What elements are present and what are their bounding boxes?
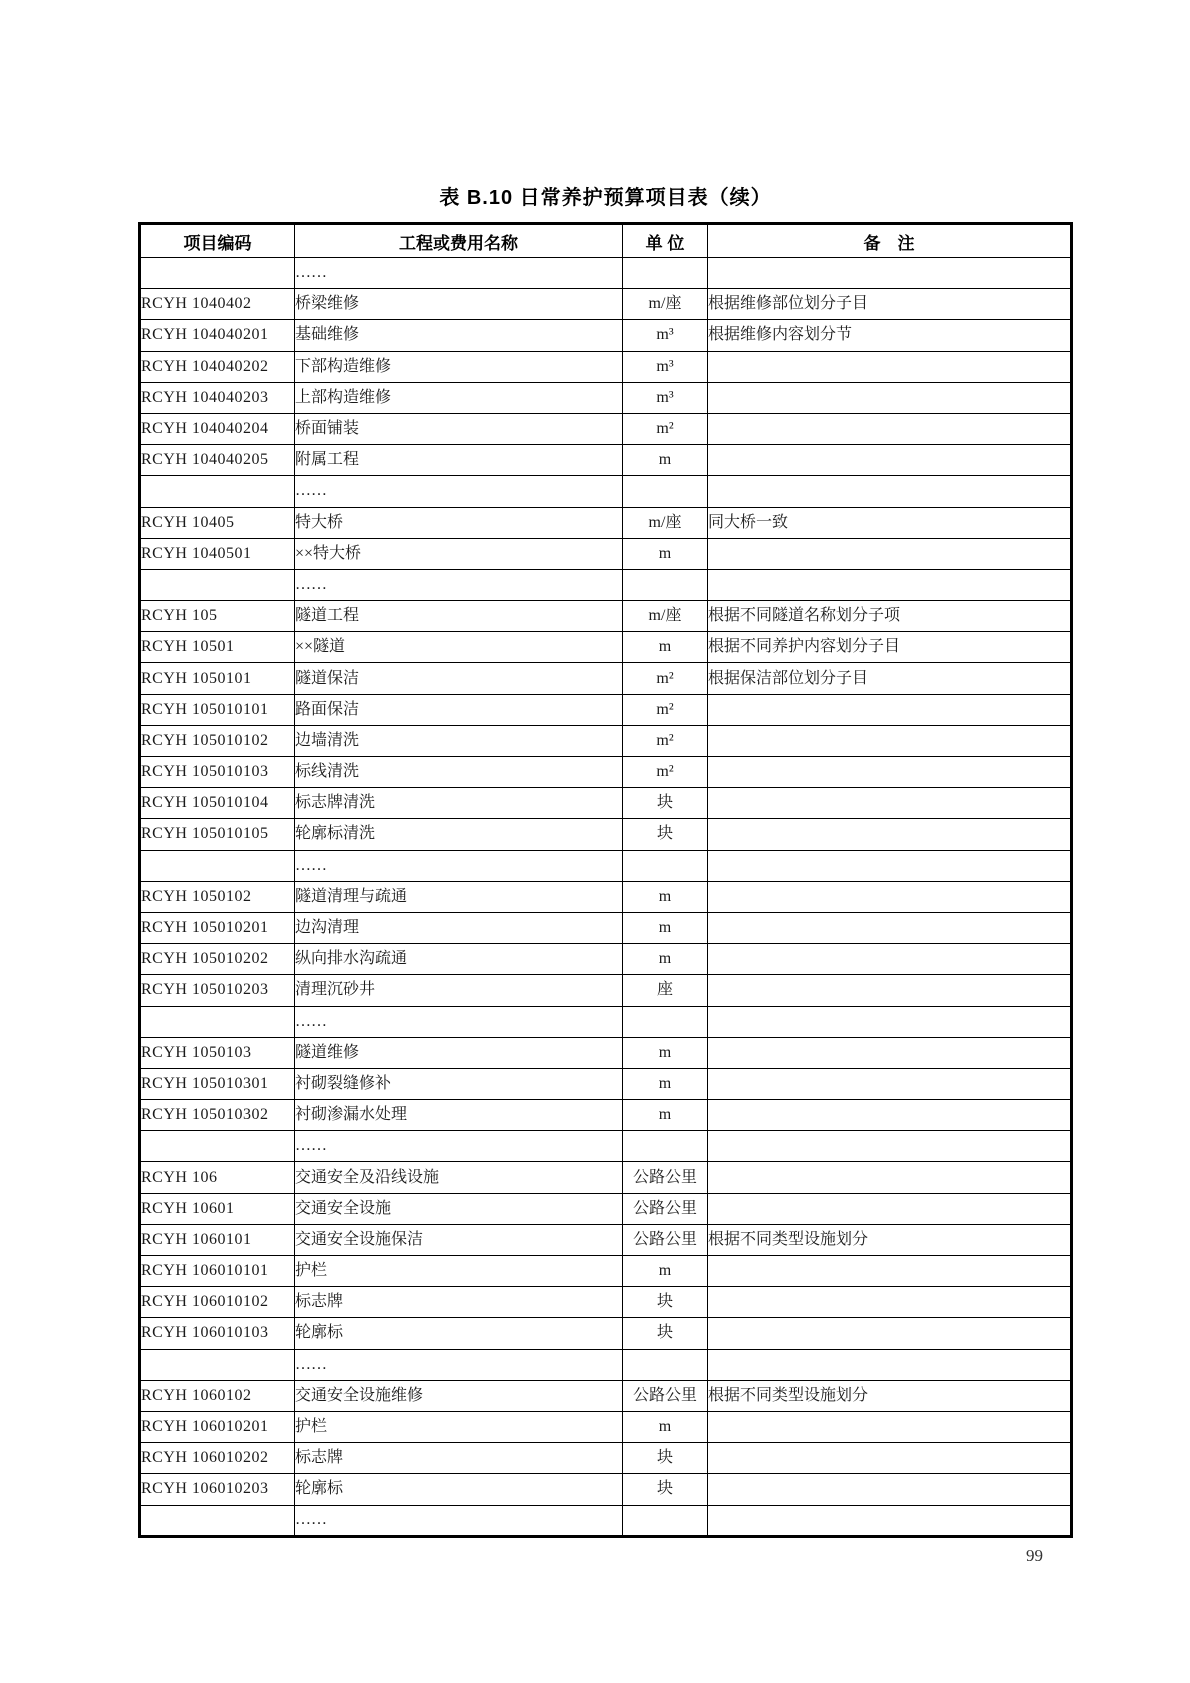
cell-project-name: …… — [295, 1349, 623, 1380]
table-row — [140, 694, 1072, 725]
cell-unit: m² — [623, 413, 708, 444]
cell-project-name: 轮廓标清洗 — [295, 819, 623, 850]
cell-remark: 根据不同隧道名称划分子项 — [708, 601, 1072, 632]
cell-remark — [708, 476, 1072, 507]
cell-unit — [623, 476, 708, 507]
cell-project-name: 桥梁维修 — [295, 289, 623, 320]
cell-project-name: 轮廓标 — [295, 1474, 623, 1505]
table-row — [140, 944, 1072, 975]
cell-project-name: ××特大桥 — [295, 538, 623, 569]
table-row — [140, 538, 1072, 569]
cell-unit: m/座 — [623, 601, 708, 632]
table-row — [140, 1006, 1072, 1037]
table-row — [140, 569, 1072, 600]
cell-project-name: …… — [295, 1505, 623, 1537]
cell-unit: m — [623, 1100, 708, 1131]
table-row — [140, 1100, 1072, 1131]
cell-unit: m — [623, 538, 708, 569]
page-number: 99 — [1026, 1546, 1043, 1565]
table-row — [140, 788, 1072, 819]
table-row — [140, 1411, 1072, 1442]
cell-item-code — [140, 258, 295, 289]
cell-item-code: RCYH 106010202 — [140, 1443, 295, 1474]
cell-project-name: 边沟清理 — [295, 912, 623, 943]
cell-item-code: RCYH 105 — [140, 601, 295, 632]
cell-unit: 块 — [623, 1443, 708, 1474]
table-row — [140, 1318, 1072, 1349]
cell-item-code — [140, 1505, 295, 1537]
cell-item-code: RCYH 105010302 — [140, 1100, 295, 1131]
cell-unit: m/座 — [623, 507, 708, 538]
cell-unit: 公路公里 — [623, 1193, 708, 1224]
cell-project-name: 桥面铺装 — [295, 413, 623, 444]
table-row — [140, 1193, 1072, 1224]
table-row — [140, 1131, 1072, 1162]
table-row — [140, 1162, 1072, 1193]
table-header-row — [140, 224, 1072, 258]
cell-unit — [623, 850, 708, 881]
cell-unit: m — [623, 1256, 708, 1287]
cell-item-code: RCYH 104040204 — [140, 413, 295, 444]
cell-remark — [708, 1474, 1072, 1505]
cell-item-code — [140, 1349, 295, 1380]
cell-unit: m³ — [623, 382, 708, 413]
cell-remark — [708, 1131, 1072, 1162]
cell-remark — [708, 382, 1072, 413]
cell-remark: 根据维修内容划分节 — [708, 320, 1072, 351]
cell-item-code: RCYH 104040205 — [140, 445, 295, 476]
cell-remark — [708, 1193, 1072, 1224]
table-row — [140, 1505, 1072, 1537]
table-row — [140, 725, 1072, 756]
cell-unit: 公路公里 — [623, 1162, 708, 1193]
table-row — [140, 1224, 1072, 1255]
cell-unit — [623, 1131, 708, 1162]
table-row — [140, 476, 1072, 507]
cell-item-code — [140, 476, 295, 507]
cell-remark — [708, 1256, 1072, 1287]
cell-unit — [623, 1349, 708, 1380]
table-row — [140, 258, 1072, 289]
cell-remark — [708, 258, 1072, 289]
cell-unit: 块 — [623, 788, 708, 819]
cell-item-code: RCYH 105010101 — [140, 694, 295, 725]
cell-item-code: RCYH 105010201 — [140, 912, 295, 943]
cell-unit: 块 — [623, 819, 708, 850]
cell-unit — [623, 258, 708, 289]
cell-project-name: …… — [295, 258, 623, 289]
cell-item-code: RCYH 104040202 — [140, 351, 295, 382]
cell-remark: 根据不同类型设施划分 — [708, 1224, 1072, 1255]
cell-unit: 块 — [623, 1474, 708, 1505]
cell-remark — [708, 850, 1072, 881]
cell-remark: 根据保洁部位划分子目 — [708, 663, 1072, 694]
table-row — [140, 445, 1072, 476]
cell-project-name: 标志牌清洗 — [295, 788, 623, 819]
table-row — [140, 351, 1072, 382]
cell-unit — [623, 569, 708, 600]
table-body — [140, 258, 1072, 1537]
cell-project-name: 基础维修 — [295, 320, 623, 351]
cell-project-name: 标志牌 — [295, 1443, 623, 1474]
cell-item-code: RCYH 105010202 — [140, 944, 295, 975]
cell-remark — [708, 569, 1072, 600]
cell-project-name: ××隧道 — [295, 632, 623, 663]
table-row — [140, 850, 1072, 881]
cell-item-code: RCYH 105010105 — [140, 819, 295, 850]
cell-remark — [708, 912, 1072, 943]
cell-unit: m³ — [623, 351, 708, 382]
cell-unit: m — [623, 944, 708, 975]
table-row — [140, 1349, 1072, 1380]
cell-unit: m² — [623, 757, 708, 788]
cell-project-name: …… — [295, 569, 623, 600]
cell-unit: 公路公里 — [623, 1380, 708, 1411]
cell-project-name: 清理沉砂井 — [295, 975, 623, 1006]
cell-project-name: 衬砌渗漏水处理 — [295, 1100, 623, 1131]
cell-remark — [708, 1318, 1072, 1349]
cell-item-code: RCYH 106010203 — [140, 1474, 295, 1505]
cell-item-code: RCYH 10405 — [140, 507, 295, 538]
cell-project-name: …… — [295, 476, 623, 507]
cell-unit: m — [623, 1068, 708, 1099]
cell-project-name: 下部构造维修 — [295, 351, 623, 382]
header-cell-remark: 备 注 — [708, 224, 1072, 258]
cell-remark — [708, 1443, 1072, 1474]
cell-project-name: …… — [295, 850, 623, 881]
cell-unit: m — [623, 1037, 708, 1068]
table-row — [140, 1256, 1072, 1287]
cell-project-name: 纵向排水沟疏通 — [295, 944, 623, 975]
cell-unit: m³ — [623, 320, 708, 351]
cell-item-code: RCYH 105010203 — [140, 975, 295, 1006]
cell-unit: m — [623, 445, 708, 476]
cell-remark — [708, 1505, 1072, 1537]
budget-table-container — [138, 222, 1073, 1538]
table-row — [140, 881, 1072, 912]
cell-project-name: 附属工程 — [295, 445, 623, 476]
cell-item-code: RCYH 106010201 — [140, 1411, 295, 1442]
table-row — [140, 289, 1072, 320]
cell-project-name: 护栏 — [295, 1411, 623, 1442]
cell-project-name: …… — [295, 1006, 623, 1037]
cell-unit: m² — [623, 694, 708, 725]
table-row — [140, 819, 1072, 850]
cell-remark — [708, 881, 1072, 912]
table-row — [140, 601, 1072, 632]
cell-project-name: 隧道保洁 — [295, 663, 623, 694]
cell-remark — [708, 819, 1072, 850]
cell-unit: m² — [623, 725, 708, 756]
cell-remark: 根据不同类型设施划分 — [708, 1380, 1072, 1411]
table-title: 表 B.10 日常养护预算项目表（续） — [439, 187, 772, 209]
cell-item-code: RCYH 106010103 — [140, 1318, 295, 1349]
cell-item-code: RCYH 105010104 — [140, 788, 295, 819]
cell-remark — [708, 413, 1072, 444]
cell-project-name: 隧道维修 — [295, 1037, 623, 1068]
cell-item-code: RCYH 1050102 — [140, 881, 295, 912]
table-row — [140, 975, 1072, 1006]
cell-project-name: 路面保洁 — [295, 694, 623, 725]
cell-unit: m/座 — [623, 289, 708, 320]
table-row — [140, 1443, 1072, 1474]
cell-item-code: RCYH 105010103 — [140, 757, 295, 788]
cell-item-code: RCYH 10601 — [140, 1193, 295, 1224]
header-cell-item-code: 项目编码 — [140, 224, 295, 258]
cell-remark — [708, 1006, 1072, 1037]
cell-item-code — [140, 569, 295, 600]
cell-remark — [708, 1068, 1072, 1099]
cell-item-code — [140, 1006, 295, 1037]
cell-project-name: 护栏 — [295, 1256, 623, 1287]
cell-project-name: 隧道工程 — [295, 601, 623, 632]
cell-item-code: RCYH 10501 — [140, 632, 295, 663]
cell-item-code: RCYH 106010101 — [140, 1256, 295, 1287]
table-row — [140, 663, 1072, 694]
cell-item-code — [140, 850, 295, 881]
cell-remark: 同大桥一致 — [708, 507, 1072, 538]
cell-remark — [708, 725, 1072, 756]
cell-project-name: 特大桥 — [295, 507, 623, 538]
cell-item-code: RCYH 1040402 — [140, 289, 295, 320]
cell-remark — [708, 538, 1072, 569]
cell-item-code: RCYH 1040501 — [140, 538, 295, 569]
table-row — [140, 413, 1072, 444]
cell-unit: m — [623, 881, 708, 912]
cell-unit: 座 — [623, 975, 708, 1006]
table-row — [140, 632, 1072, 663]
cell-project-name: 交通安全设施保洁 — [295, 1224, 623, 1255]
cell-remark — [708, 1100, 1072, 1131]
cell-remark — [708, 694, 1072, 725]
cell-unit — [623, 1006, 708, 1037]
cell-remark — [708, 788, 1072, 819]
cell-project-name: 交通安全设施 — [295, 1193, 623, 1224]
cell-remark — [708, 1287, 1072, 1318]
cell-remark: 根据维修部位划分子目 — [708, 289, 1072, 320]
cell-project-name: 交通安全设施维修 — [295, 1380, 623, 1411]
cell-item-code: RCYH 1060101 — [140, 1224, 295, 1255]
table-row — [140, 1037, 1072, 1068]
cell-unit: m² — [623, 663, 708, 694]
cell-project-name: 衬砌裂缝修补 — [295, 1068, 623, 1099]
table-row — [140, 1068, 1072, 1099]
table-row — [140, 320, 1072, 351]
cell-remark — [708, 944, 1072, 975]
cell-remark — [708, 1037, 1072, 1068]
header-cell-unit: 单 位 — [623, 224, 708, 258]
cell-remark — [708, 351, 1072, 382]
cell-item-code: RCYH 105010301 — [140, 1068, 295, 1099]
cell-project-name: 边墙清洗 — [295, 725, 623, 756]
cell-item-code: RCYH 104040203 — [140, 382, 295, 413]
cell-item-code — [140, 1131, 295, 1162]
cell-unit: 块 — [623, 1318, 708, 1349]
cell-project-name: 标志牌 — [295, 1287, 623, 1318]
table-row — [140, 912, 1072, 943]
cell-project-name: 标线清洗 — [295, 757, 623, 788]
cell-item-code: RCYH 105010102 — [140, 725, 295, 756]
cell-remark — [708, 445, 1072, 476]
cell-item-code: RCYH 106010102 — [140, 1287, 295, 1318]
cell-remark — [708, 1411, 1072, 1442]
cell-remark — [708, 1349, 1072, 1380]
table-row — [140, 1474, 1072, 1505]
cell-remark — [708, 757, 1072, 788]
table-row — [140, 1287, 1072, 1318]
cell-remark — [708, 1162, 1072, 1193]
cell-project-name: 隧道清理与疏通 — [295, 881, 623, 912]
budget-table — [138, 222, 1073, 1538]
cell-unit: m — [623, 632, 708, 663]
table-row — [140, 507, 1072, 538]
cell-item-code: RCYH 1050101 — [140, 663, 295, 694]
table-row — [140, 382, 1072, 413]
cell-item-code: RCYH 1050103 — [140, 1037, 295, 1068]
header-cell-project-name: 工程或费用名称 — [295, 224, 623, 258]
table-row — [140, 757, 1072, 788]
cell-project-name: 交通安全及沿线设施 — [295, 1162, 623, 1193]
cell-unit — [623, 1505, 708, 1537]
cell-unit: 块 — [623, 1287, 708, 1318]
cell-unit: m — [623, 1411, 708, 1442]
cell-unit: 公路公里 — [623, 1224, 708, 1255]
cell-unit: m — [623, 912, 708, 943]
cell-remark — [708, 975, 1072, 1006]
cell-project-name: 上部构造维修 — [295, 382, 623, 413]
cell-remark: 根据不同养护内容划分子目 — [708, 632, 1072, 663]
cell-project-name: …… — [295, 1131, 623, 1162]
cell-item-code: RCYH 104040201 — [140, 320, 295, 351]
cell-project-name: 轮廓标 — [295, 1318, 623, 1349]
cell-item-code: RCYH 1060102 — [140, 1380, 295, 1411]
cell-item-code: RCYH 106 — [140, 1162, 295, 1193]
table-row — [140, 1380, 1072, 1411]
